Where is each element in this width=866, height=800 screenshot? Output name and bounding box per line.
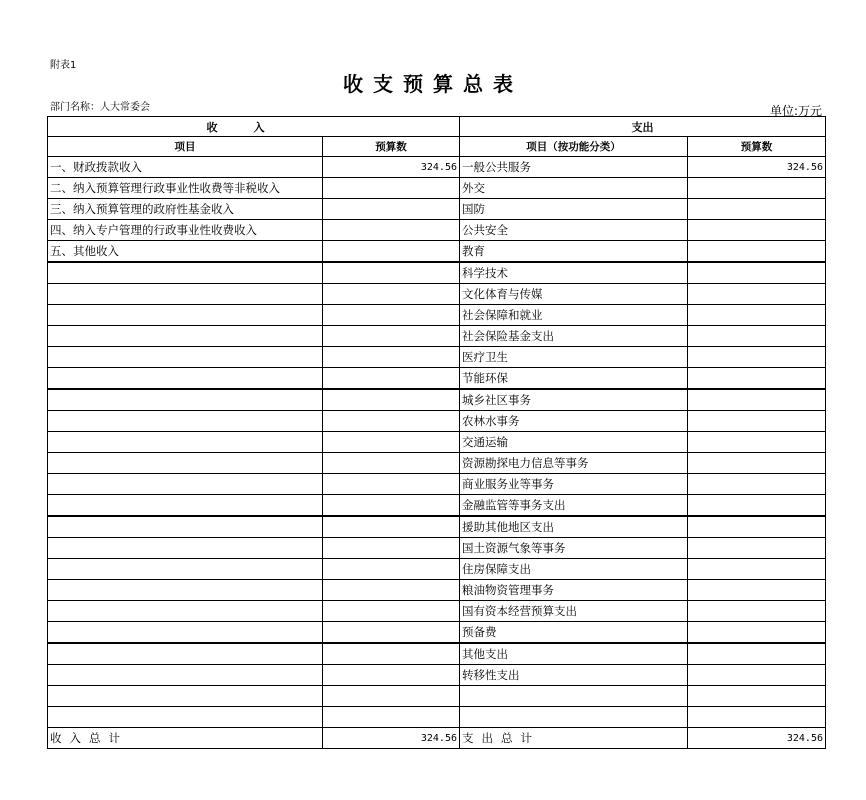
expense-item-cell: 一般公共服务 <box>460 157 688 178</box>
expense-item-cell: 住房保障支出 <box>460 559 688 580</box>
expense-budget-cell <box>688 622 826 644</box>
table-row <box>48 495 826 517</box>
expense-budget-cell <box>688 453 826 474</box>
income-item-cell <box>48 262 323 284</box>
col-income-item: 项目 <box>48 137 323 157</box>
expense-item-cell: 医疗卫生 <box>460 347 688 368</box>
income-budget-cell <box>323 686 460 707</box>
income-budget-cell <box>323 389 460 411</box>
income-item-cell <box>48 707 323 728</box>
income-budget-cell <box>323 368 460 390</box>
expense-budget-cell <box>688 665 826 686</box>
expense-total-label: 支出总计 <box>460 728 688 749</box>
expense-budget-cell <box>688 411 826 432</box>
expense-budget-cell <box>688 220 826 241</box>
expense-budget-cell <box>688 580 826 601</box>
expense-item-cell: 转移性支出 <box>460 665 688 686</box>
expense-item-cell: 预备费 <box>460 622 688 644</box>
table-row <box>48 432 826 453</box>
income-budget-cell <box>323 326 460 347</box>
income-item-cell <box>48 622 323 644</box>
income-item-cell <box>48 601 323 622</box>
income-item-cell <box>48 284 323 305</box>
expense-item-cell: 金融监管等事务支出 <box>460 495 688 517</box>
expense-budget-cell <box>688 707 826 728</box>
table-row <box>48 686 826 707</box>
table-row <box>48 389 826 411</box>
income-item-cell <box>48 368 323 390</box>
expense-item-cell: 文化体育与传媒 <box>460 284 688 305</box>
expense-item-cell: 国防 <box>460 199 688 220</box>
expense-budget-cell <box>688 368 826 390</box>
expense-item-cell: 商业服务业等事务 <box>460 474 688 495</box>
expense-item-cell <box>460 686 688 707</box>
expense-budget-cell <box>688 559 826 580</box>
income-budget-cell <box>323 580 460 601</box>
section-header-row <box>48 117 826 137</box>
expense-budget-cell <box>688 241 826 263</box>
income-item-cell <box>48 686 323 707</box>
income-item-cell <box>48 580 323 601</box>
income-item-cell <box>48 326 323 347</box>
department-name: 部门名称：人大常委会 <box>50 102 150 113</box>
expense-item-cell: 城乡社区事务 <box>460 389 688 411</box>
table-row <box>48 241 826 263</box>
income-item-cell <box>48 389 323 411</box>
income-budget-cell <box>323 220 460 241</box>
expense-item-cell: 教育 <box>460 241 688 263</box>
income-budget-cell <box>323 241 460 263</box>
table-row <box>48 284 826 305</box>
income-budget-cell <box>323 474 460 495</box>
table-row <box>48 622 826 644</box>
table-row <box>48 601 826 622</box>
income-item-cell <box>48 665 323 686</box>
expense-item-cell <box>460 707 688 728</box>
expense-budget-cell <box>688 516 826 538</box>
income-total-label: 收入总计 <box>48 728 323 749</box>
table-row <box>48 516 826 538</box>
col-expense-budget: 预算数 <box>688 137 826 157</box>
income-budget-cell <box>323 643 460 665</box>
expense-item-cell: 社会保险基金支出 <box>460 326 688 347</box>
expense-item-cell: 其他支出 <box>460 643 688 665</box>
income-budget-cell <box>323 411 460 432</box>
column-header-row <box>48 137 826 157</box>
income-header-text: 收入 <box>206 120 301 134</box>
income-budget-cell <box>323 284 460 305</box>
expense-budget-cell <box>688 178 826 199</box>
expense-budget-cell <box>688 284 826 305</box>
col-expense-item: 项目（按功能分类） <box>460 137 688 157</box>
income-budget-cell: 324.56 <box>323 157 460 178</box>
income-budget-cell <box>323 178 460 199</box>
table-row <box>48 411 826 432</box>
income-budget-cell <box>323 538 460 559</box>
income-budget-cell <box>323 199 460 220</box>
expense-item-cell: 科学技术 <box>460 262 688 284</box>
income-budget-cell <box>323 707 460 728</box>
expense-budget-cell <box>688 686 826 707</box>
income-item-cell <box>48 643 323 665</box>
expense-budget-cell <box>688 305 826 326</box>
table-row <box>48 559 826 580</box>
income-budget-cell <box>323 347 460 368</box>
income-budget-cell <box>323 305 460 326</box>
income-item-cell <box>48 538 323 559</box>
income-item-cell <box>48 411 323 432</box>
expense-item-cell: 国有资本经营预算支出 <box>460 601 688 622</box>
income-budget-cell <box>323 432 460 453</box>
income-budget-cell <box>323 495 460 517</box>
table-row <box>48 538 826 559</box>
expense-budget-cell <box>688 495 826 517</box>
expense-budget-cell <box>688 474 826 495</box>
income-item-cell: 四、纳入专户管理的行政事业性收费收入 <box>48 220 323 241</box>
table-row <box>48 305 826 326</box>
expense-total-value: 324.56 <box>688 728 826 749</box>
income-budget-cell <box>323 453 460 474</box>
table-row <box>48 665 826 686</box>
table-row <box>48 453 826 474</box>
expense-budget-cell <box>688 326 826 347</box>
expense-budget-cell <box>688 347 826 368</box>
expense-item-cell: 国土资源气象等事务 <box>460 538 688 559</box>
income-item-cell <box>48 305 323 326</box>
income-budget-cell <box>323 622 460 644</box>
income-item-cell <box>48 516 323 538</box>
income-budget-cell <box>323 559 460 580</box>
table-row <box>48 178 826 199</box>
expense-item-cell: 交通运输 <box>460 432 688 453</box>
table-row <box>48 347 826 368</box>
table-row <box>48 262 826 284</box>
expense-section-header: 支出 <box>460 117 826 137</box>
table-row <box>48 199 826 220</box>
income-item-cell: 二、纳入预算管理行政事业性收费等非税收入 <box>48 178 323 199</box>
expense-budget-cell <box>688 199 826 220</box>
table-row <box>48 643 826 665</box>
table-row <box>48 474 826 495</box>
income-item-cell <box>48 432 323 453</box>
expense-item-cell: 外交 <box>460 178 688 199</box>
expense-item-cell: 农林水事务 <box>460 411 688 432</box>
income-budget-cell <box>323 516 460 538</box>
income-section-header <box>48 117 460 137</box>
expense-budget-cell <box>688 643 826 665</box>
expense-budget-cell <box>688 389 826 411</box>
table-row <box>48 580 826 601</box>
expense-budget-cell <box>688 432 826 453</box>
income-item-cell: 五、其他收入 <box>48 241 323 263</box>
expense-item-cell: 社会保障和就业 <box>460 305 688 326</box>
expense-item-cell: 援助其他地区支出 <box>460 516 688 538</box>
income-total-value: 324.56 <box>323 728 460 749</box>
expense-budget-cell <box>688 538 826 559</box>
income-item-cell <box>48 453 323 474</box>
table-row <box>48 326 826 347</box>
table-row <box>48 368 826 390</box>
table-row <box>48 707 826 728</box>
table-row <box>48 220 826 241</box>
col-income-budget: 预算数 <box>323 137 460 157</box>
income-item-cell <box>48 495 323 517</box>
income-budget-cell <box>323 665 460 686</box>
income-budget-cell <box>323 262 460 284</box>
total-row <box>48 728 826 749</box>
attachment-label: 附表1 <box>50 60 77 71</box>
income-item-cell: 一、财政拨款收入 <box>48 157 323 178</box>
table-row <box>48 157 826 178</box>
income-item-cell <box>48 474 323 495</box>
income-item-cell <box>48 559 323 580</box>
expense-item-cell: 粮油物资管理事务 <box>460 580 688 601</box>
income-item-cell: 三、纳入预算管理的政府性基金收入 <box>48 199 323 220</box>
unit-label: 单位:万元 <box>769 104 822 118</box>
income-budget-cell <box>323 601 460 622</box>
expense-budget-cell <box>688 601 826 622</box>
expense-budget-cell <box>688 262 826 284</box>
page-title: 收支预算总表 <box>343 72 523 96</box>
expense-item-cell: 资源勘探电力信息等事务 <box>460 453 688 474</box>
expense-item-cell: 节能环保 <box>460 368 688 390</box>
budget-table <box>47 116 826 749</box>
income-item-cell <box>48 347 323 368</box>
expense-item-cell: 公共安全 <box>460 220 688 241</box>
expense-budget-cell: 324.56 <box>688 157 826 178</box>
